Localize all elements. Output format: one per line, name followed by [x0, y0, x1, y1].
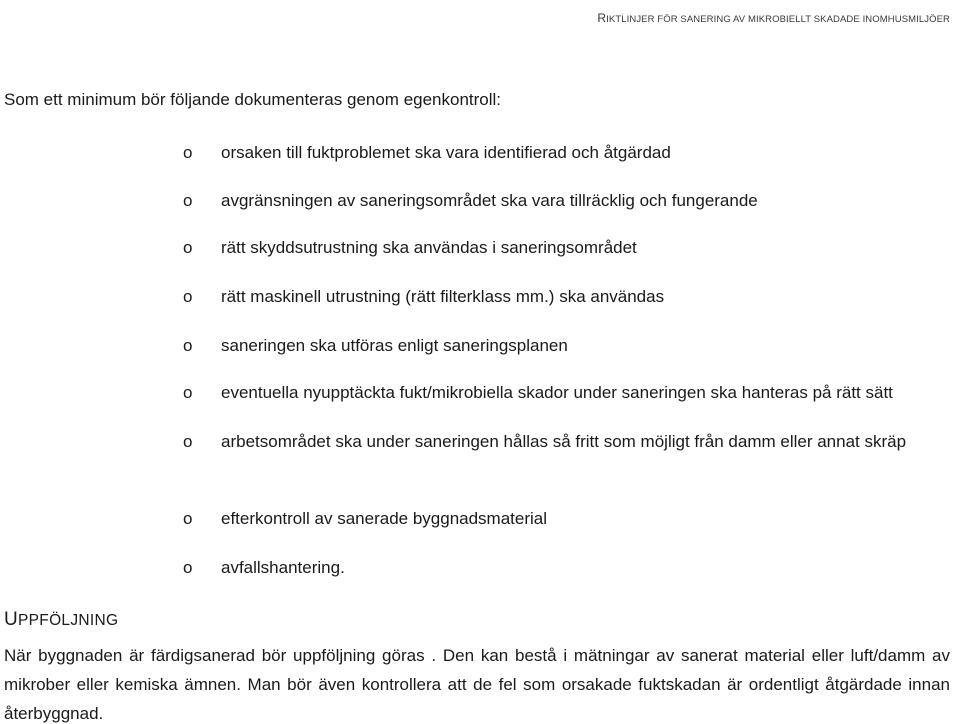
- list-item-text: saneringen ska utföras enligt saneringsplanen: [221, 336, 568, 355]
- bullet-marker: o: [183, 287, 193, 306]
- header-initial: R: [597, 11, 607, 25]
- bullet-marker: o: [183, 191, 193, 210]
- bullet-marker: o: [183, 383, 193, 402]
- bullet-marker: o: [183, 432, 193, 451]
- running-header: [597, 11, 950, 25]
- list-item-text: rätt maskinell utrustning (rätt filterklass mm.) ska användas: [221, 287, 665, 306]
- list-item-text: avgränsningen av saneringsområdet ska vara tillräcklig och fungerande: [221, 191, 758, 210]
- bullet-marker: o: [183, 336, 193, 355]
- section-heading: [4, 609, 118, 631]
- list-item-text: arbetsområdet ska under saneringen hållas så fritt som möjligt från damm eller annat skräp: [221, 432, 907, 451]
- list-item-text: eventuella nyupptäckta fukt/mikrobiella skador under saneringen ska hanteras på rätt sätt: [221, 383, 893, 402]
- header-rest: IKTLINJER FÖR SANERING AV MIKROBIELLT SKADADE INOMHUSMILJÖER: [606, 14, 950, 25]
- bullet-marker: o: [183, 143, 193, 162]
- list-item-text: avfallshantering.: [221, 558, 345, 577]
- list-item-text: rätt skyddsutrustning ska användas i saneringsområdet: [221, 238, 637, 257]
- section-heading-rest: PPFÖLJNING: [18, 612, 119, 629]
- body-paragraph: När byggnaden är färdigsanerad bör uppföljning göras . Den kan bestå i mätningar av sanerat material eller luft/damm av mikrober eller kemiska ämnen. Man bör även kontrollera att de fel som orsakade fuktskadan är ordentligt åtgärdade innan återbyggnad.: [4, 646, 950, 723]
- list-item-text: efterkontroll av sanerade byggnadsmaterial: [221, 509, 548, 528]
- intro-text: Som ett minimum bör följande dokumenteras genom egenkontroll:: [4, 90, 502, 109]
- list-item-text: orsaken till fuktproblemet ska vara identifierad och åtgärdad: [221, 143, 671, 162]
- bullet-marker: o: [183, 238, 193, 257]
- bullet-marker: o: [183, 558, 193, 577]
- bullet-marker: o: [183, 509, 193, 528]
- section-heading-initial: U: [4, 609, 19, 630]
